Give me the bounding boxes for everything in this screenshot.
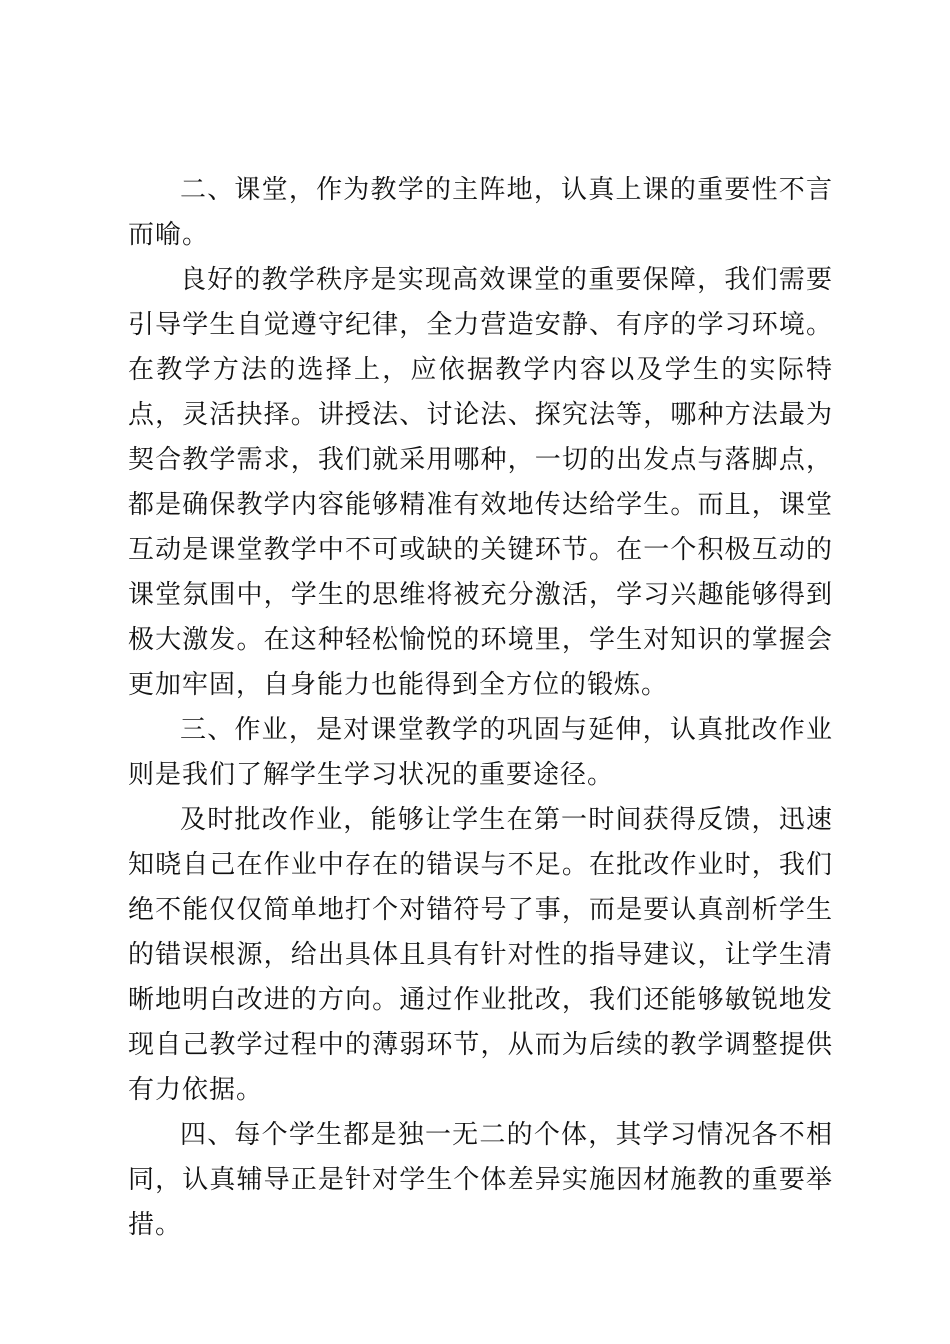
paragraph-homework: 及时批改作业，能够让学生在第一时间获得反馈，迅速知晓自己在作业中存在的错误与不足。在批改作业时，我们绝不能仅仅简单地打个对错符号了事，而是要认真剖析学生的错误根源，给出具体且具有针对性的指导建议，让学生清晰地明白改进的方向。通过作业批改，我们还能够敏锐地发现自己教学过程中的薄弱环节，从而为后续的教学调整提供有力依据。 xyxy=(128,805,833,1105)
section-heading-homework: 三、作业，是对课堂教学的巩固与延伸，认真批改作业则是我们了解学生学习状况的重要途径。 xyxy=(128,715,833,790)
document-page xyxy=(128,168,833,1248)
paragraph-classroom: 良好的教学秩序是实现高效课堂的重要保障，我们需要引导学生自觉遵守纪律，全力营造安静、有序的学习环境。在教学方法的选择上，应依据教学内容以及学生的实际特点，灵活抉择。讲授法、讨论法、探究法等，哪种方法最为契合教学需求，我们就采用哪种，一切的出发点与落脚点，都是确保教学内容能够精准有效地传达给学生。而且，课堂互动是课堂教学中不可或缺的关键环节。在一个积极互动的课堂氛围中，学生的思维将被充分激活，学习兴趣能够得到极大激发。在这种轻松愉悦的环境里，学生对知识的掌握会更加牢固，自身能力也能得到全方位的锻炼。 xyxy=(128,265,833,700)
section-heading-tutoring: 四、每个学生都是独一无二的个体，其学习情况各不相同，认真辅导正是针对学生个体差异实施因材施教的重要举措。 xyxy=(128,1120,833,1240)
section-heading-classroom: 二、课堂，作为教学的主阵地，认真上课的重要性不言而喻。 xyxy=(128,175,833,250)
